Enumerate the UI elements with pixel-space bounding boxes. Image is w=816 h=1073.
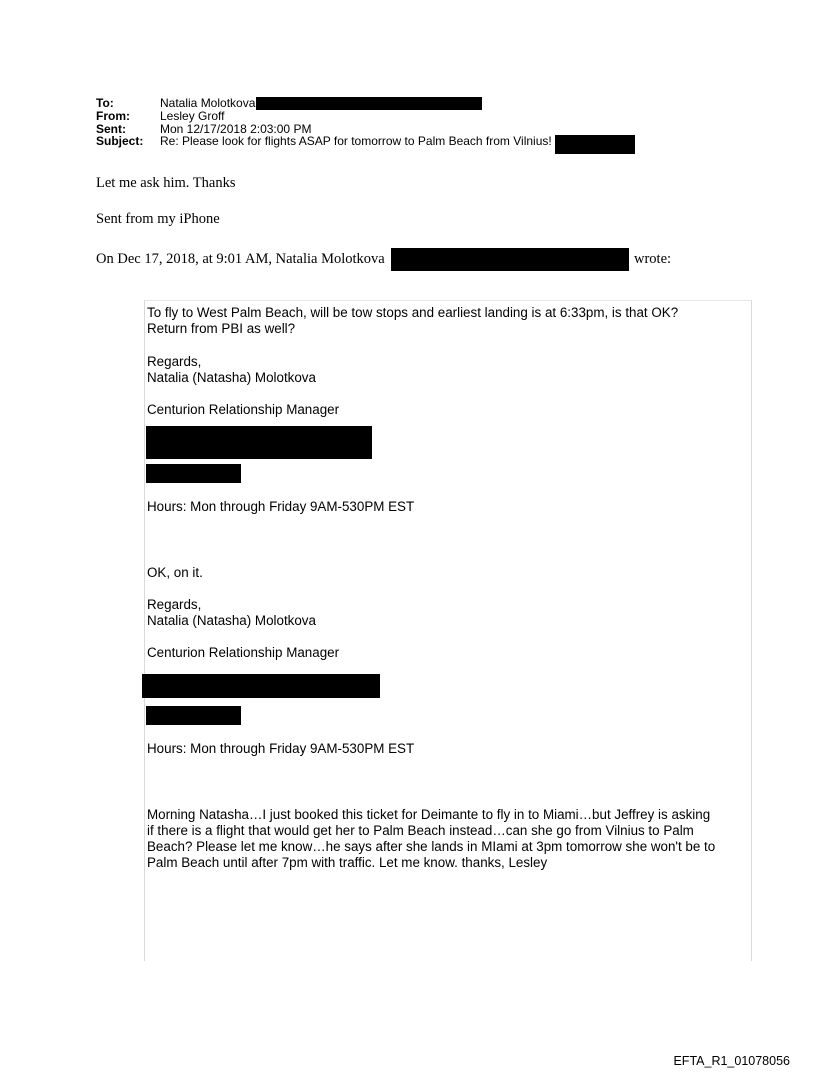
redaction-block — [555, 135, 635, 154]
sent-value: Mon 12/17/2018 2:03:00 PM — [160, 121, 312, 136]
document-id: EFTA_R1_01078056 — [673, 1054, 790, 1068]
from-row — [96, 110, 635, 123]
subject-label: Subject: — [96, 134, 144, 148]
attribution-line — [96, 248, 671, 271]
from-value: Lesley Groff — [160, 109, 225, 123]
email-header — [96, 97, 635, 154]
to-label: To: — [96, 96, 114, 110]
quoted-text: Palm Beach until after 7pm with traffic. Let me know. thanks, Lesley — [147, 855, 548, 870]
quoted-text: Morning Natasha…I just booked this ticket for Deimante to fly in to Miami…but Jeffrey is asking — [147, 807, 711, 822]
quoted-text: Beach? Please let me know…he says after she lands in MIami at 3pm tomorrow she won't be to — [147, 839, 716, 854]
subject-value: Re: Please look for flights ASAP for tomorrow to Palm Beach from Vilnius! — [160, 134, 552, 148]
signature-name: Natalia (Natasha) Molotkova — [147, 370, 316, 385]
attribution-suffix: wrote: — [634, 250, 672, 267]
signature-name: Natalia (Natasha) Molotkova — [147, 613, 316, 628]
signature-line: Sent from my iPhone — [96, 211, 220, 227]
reply-line: Let me ask him. Thanks — [96, 175, 236, 191]
quoted-text: OK, on it. — [147, 565, 203, 580]
redaction-block — [256, 97, 482, 110]
attribution-prefix: On Dec 17, 2018, at 9:01 AM, Natalia Molotkova — [96, 250, 385, 267]
regards-text: Regards, — [147, 354, 202, 369]
to-value: Natalia Molotkova — [160, 96, 256, 110]
quoted-text: Return from PBI as well? — [147, 321, 296, 336]
quoted-text: To fly to West Palm Beach, will be tow stops and earliest landing is at 6:33pm, is that OK? — [147, 305, 679, 320]
redaction-block — [146, 706, 241, 725]
signature-title: Centurion Relationship Manager — [147, 402, 340, 417]
redaction-block — [391, 248, 629, 271]
redaction-block — [146, 426, 372, 459]
quoted-text: if there is a flight that would get her to Palm Beach instead…can she go from Vilnius to Palm — [147, 823, 694, 838]
hours-text: Hours: Mon through Friday 9AM-530PM EST — [147, 499, 415, 514]
regards-text: Regards, — [147, 597, 202, 612]
subject-row — [96, 135, 635, 154]
hours-text: Hours: Mon through Friday 9AM-530PM EST — [147, 741, 415, 756]
sent-label: Sent: — [96, 121, 126, 136]
redaction-block — [142, 674, 380, 698]
redaction-block — [146, 464, 241, 483]
from-label: From: — [96, 109, 130, 123]
signature-title: Centurion Relationship Manager — [147, 645, 340, 660]
